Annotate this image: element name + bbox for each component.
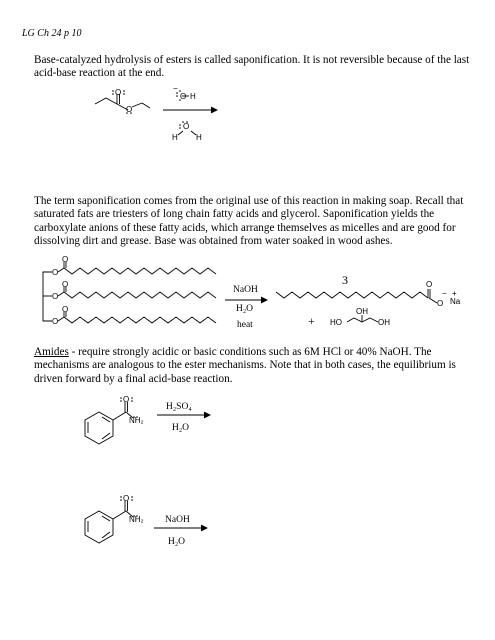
counterion-charge: + — [452, 289, 457, 298]
amides-text: - require strongly acidic or basic conditions such as 6M HCl or 40% NaOH. The mechanisms are analogous to the ester mechanisms. Note that in both cases, the equilibrium is driven forward by a final acid-base reaction. — [34, 346, 456, 385]
benzamide-structure-1 — [85, 402, 133, 444]
hydroxide-charge: − — [173, 84, 178, 93]
benzamide-structure-2 — [85, 501, 133, 543]
carboxylate-o-top: O — [426, 280, 433, 289]
fatty-chain-2 — [64, 292, 216, 298]
fatty-chain-1 — [64, 268, 216, 274]
glycerol-oh-right: OH — [378, 318, 390, 327]
amide-o-label-1: O — [123, 395, 130, 404]
ester-structure — [95, 94, 150, 110]
carboxylate-o-minus: O — [437, 299, 444, 308]
hydroxide-o-label: O — [180, 92, 187, 101]
ester-o-2: O — [52, 292, 59, 301]
carbonyl-o-label: O — [115, 88, 122, 97]
reagent-water-3: H₂O — [172, 423, 190, 433]
water-h-right: H — [196, 133, 202, 142]
amide-o-label-2: O — [123, 494, 130, 503]
lone-pair-dots — [112, 90, 188, 517]
ester-o-1: O — [52, 268, 59, 277]
ester-o-3: O — [52, 317, 59, 326]
hydroxide-h-label: H — [190, 92, 196, 101]
glycerol-structure — [347, 315, 378, 322]
carboxylate-structure — [276, 289, 437, 303]
reaction-arrow-1 — [163, 107, 217, 113]
fatty-chain-3 — [64, 317, 216, 323]
counterion-na: Na — [450, 297, 461, 306]
amides-heading: Amides — [34, 346, 69, 358]
ester-o-label: O — [126, 105, 133, 114]
reagent-naoh-4: NaOH — [165, 515, 190, 525]
reagent-water: H₂O — [236, 304, 254, 314]
amide-nh2-label-2: NH₂ — [129, 515, 144, 524]
glycerol-oh-top: OH — [356, 307, 368, 316]
water-o-label: O — [183, 122, 190, 131]
carboxylate-charge: − — [442, 289, 447, 298]
paragraph-saponification: Base-catalyzed hydrolysis of esters is called saponification. It is not reversible because of the last acid-base reaction at the end. — [34, 54, 470, 80]
page-header: LG Ch 24 p 10 — [22, 28, 82, 39]
amide-nh2-label-1: NH₂ — [129, 416, 144, 425]
plus-sign: + — [308, 314, 315, 328]
water-h-left: H — [172, 133, 178, 142]
glycerol-ho-left: HO — [330, 318, 342, 327]
ester-carbonyl-o-2: O — [62, 280, 69, 289]
reagent-water-4: H₂O — [168, 537, 186, 547]
reagent-h2so4: H₂SO₄ — [166, 402, 192, 412]
reaction-arrow-3 — [157, 412, 210, 418]
reagent-heat: heat — [237, 320, 253, 330]
ester-carbonyl-o-3: O — [62, 305, 69, 314]
triglyceride-structure — [43, 262, 216, 323]
reaction-arrow-2 — [225, 297, 267, 303]
reaction-arrow-4 — [154, 525, 207, 531]
ester-carbonyl-o-1: O — [62, 255, 69, 264]
reagent-naoh: NaOH — [233, 285, 258, 295]
paragraph-soap: The term saponification comes from the original use of this reaction in making soap. Recall that saturated fats are triesters of long chain fatty acids and glycerol. Saponification yields the carboxylate anions of these fatty acids, which arrange themselves as micelles and are good for dissolving dirt and grease. Base was obtained from water soaked in wood ashes. — [34, 195, 464, 248]
stoichiometric-coefficient: 3 — [342, 273, 348, 287]
